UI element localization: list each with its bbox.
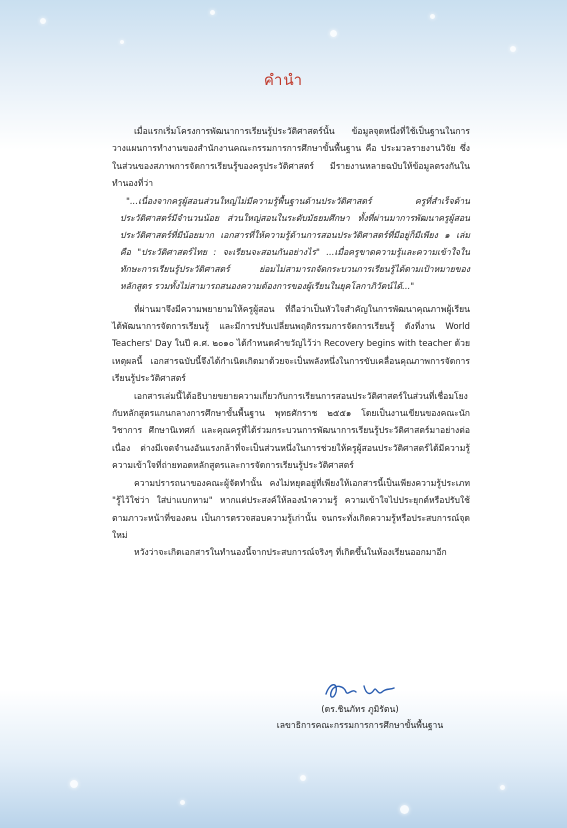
paragraph-2: ที่ผ่านมาจึงมีความพยายามให้ครูผู้สอน ที่ถือว่าเป็นหัวใจสำคัญในการพัฒนาคุณภาพผู้เรียน ได้พัฒนาการจัดการเรียนรู้ และมีการปรับเปลี่ยนพฤติกรรมการจัดการเรียนรู้ ดังที่งาน World Teachers' Day ในปี ค.ศ. ๒๐๑๐ ได้กำหนดคำขวัญไว้ว่า Recovery begins with teacher ด้วยเหตุผลนี้ เอกสารฉบับนี้จึงได้กำเนิดเกิดมาด้วยจะเป็นพลังหนึ่งในการขับเคลื่อนคุณภาพการจัดการเรียนรู้ประวัติศาสตร์: [112, 304, 470, 385]
signature-block: [230, 680, 490, 734]
paragraph-5: หวังว่าจะเกิดเอกสารในทำนองนี้จากประสบการณ์จริงๆ ที่เกิดขึ้นในห้องเรียนออกมาอีก: [134, 548, 447, 559]
paragraph-4: ความปรารถนาของคณะผู้จัดทำนั้น คงไม่หยุดอยู่ที่เพียงให้เอกสารนี้เป็นเพียงความรู้ประเภท "รู้ไว้ใช่ว่า ใส่บ่าแบกหาม" หากแต่ประสงค์ให้ลองนำความรู้ ความเข้าใจไปประยุกต์หรือปรับใช้ตามภาวะหน้าที่ของตน เป็นการตรวจสอบความรู้เก่านั้น จนกระทั่งเกิดความรู้หรือประสบการณ์จุดใหม่: [112, 478, 470, 541]
preface-body: [112, 124, 470, 563]
research-quote: "...เนื่องจากครูผู้สอนส่วนใหญ่ไม่มีความรู้พื้นฐานด้านประวัติศาสตร์ ครูที่สำเร็จด้านประวัติศาสตร์มีจำนวนน้อย ส่วนใหญ่สอนในระดับมัธยมศึกษา ทั้งที่ผ่านมาการพัฒนาครูผู้สอนประวัติศาสตร์ที่มีน้อยมาก เอกสารที่ให้ความรู้ด้านการสอนประวัติศาสตร์ที่มีอยู่ก็มีเพียง ๑ เล่ม คือ "ประวัติศาสตร์ไทย : จะเรียนจะสอนกันอย่างไร" ...เมื่อครูขาดความรู้และความเข้าใจในทักษะการเรียนรู้ประวัติศาสตร์ ย่อมไม่สามารถจัดกระบวนการเรียนรู้ได้ตามเป้าหมายของหลักสูตร รวมทั้งไม่สามารถสนองความต้องการของผู้เรียนในยุคโลกาภิวัตน์ได้...": [120, 196, 470, 292]
signatory-position: เลขาธิการคณะกรรมการการศึกษาขั้นพื้นฐาน: [276, 721, 444, 731]
paragraph-1: เมื่อแรกเริ่มโครงการพัฒนาการเรียนรู้ประวัติศาสตร์นั้น ข้อมูลจุดหนึ่งที่ใช้เป็นฐานในการวางแผนการทำงานของสำนักงานคณะกรรมการการศึกษาขั้นพื้นฐาน คือ ประมวลรายงานวิจัย ซึ่งในส่วนของสภาพการจัดการเรียนรู้ของครูประวัติศาสตร์ มีรายงานหลายฉบับให้ข้อมูลตรงกันในทำนองที่ว่า: [112, 127, 470, 190]
signature-image: [320, 680, 400, 702]
paragraph-3: เอกสารเล่มนี้ได้อธิบายขยายความเกี่ยวกับการเรียนการสอนประวัติศาสตร์ในส่วนที่เชื่อมโยงกับหลักสูตรแกนกลางการศึกษาขั้นพื้นฐาน พุทธศักราช ๒๕๕๑ โดยเป็นงานเขียนของคณะนักวิชาการ ศึกษานิเทศก์ และคุณครูที่ได้ร่วมกระบวนการพัฒนาการเรียนรู้ประวัติศาสตร์มาอย่างต่อเนื่อง ต่างมีเจตจำนงอันแรงกล้าที่จะเป็นส่วนหนึ่งในการช่วยให้ครูผู้สอนประวัติศาสตร์ได้มีความรู้ ความเข้าใจที่ถ่ายทอดหลักสูตรและการจัดการเรียนรู้ประวัติศาสตร์: [112, 391, 470, 472]
page-title: คำนำ: [263, 71, 304, 89]
signatory-name: (ดร.ชินภัทร ภูมิรัตน): [321, 705, 399, 715]
